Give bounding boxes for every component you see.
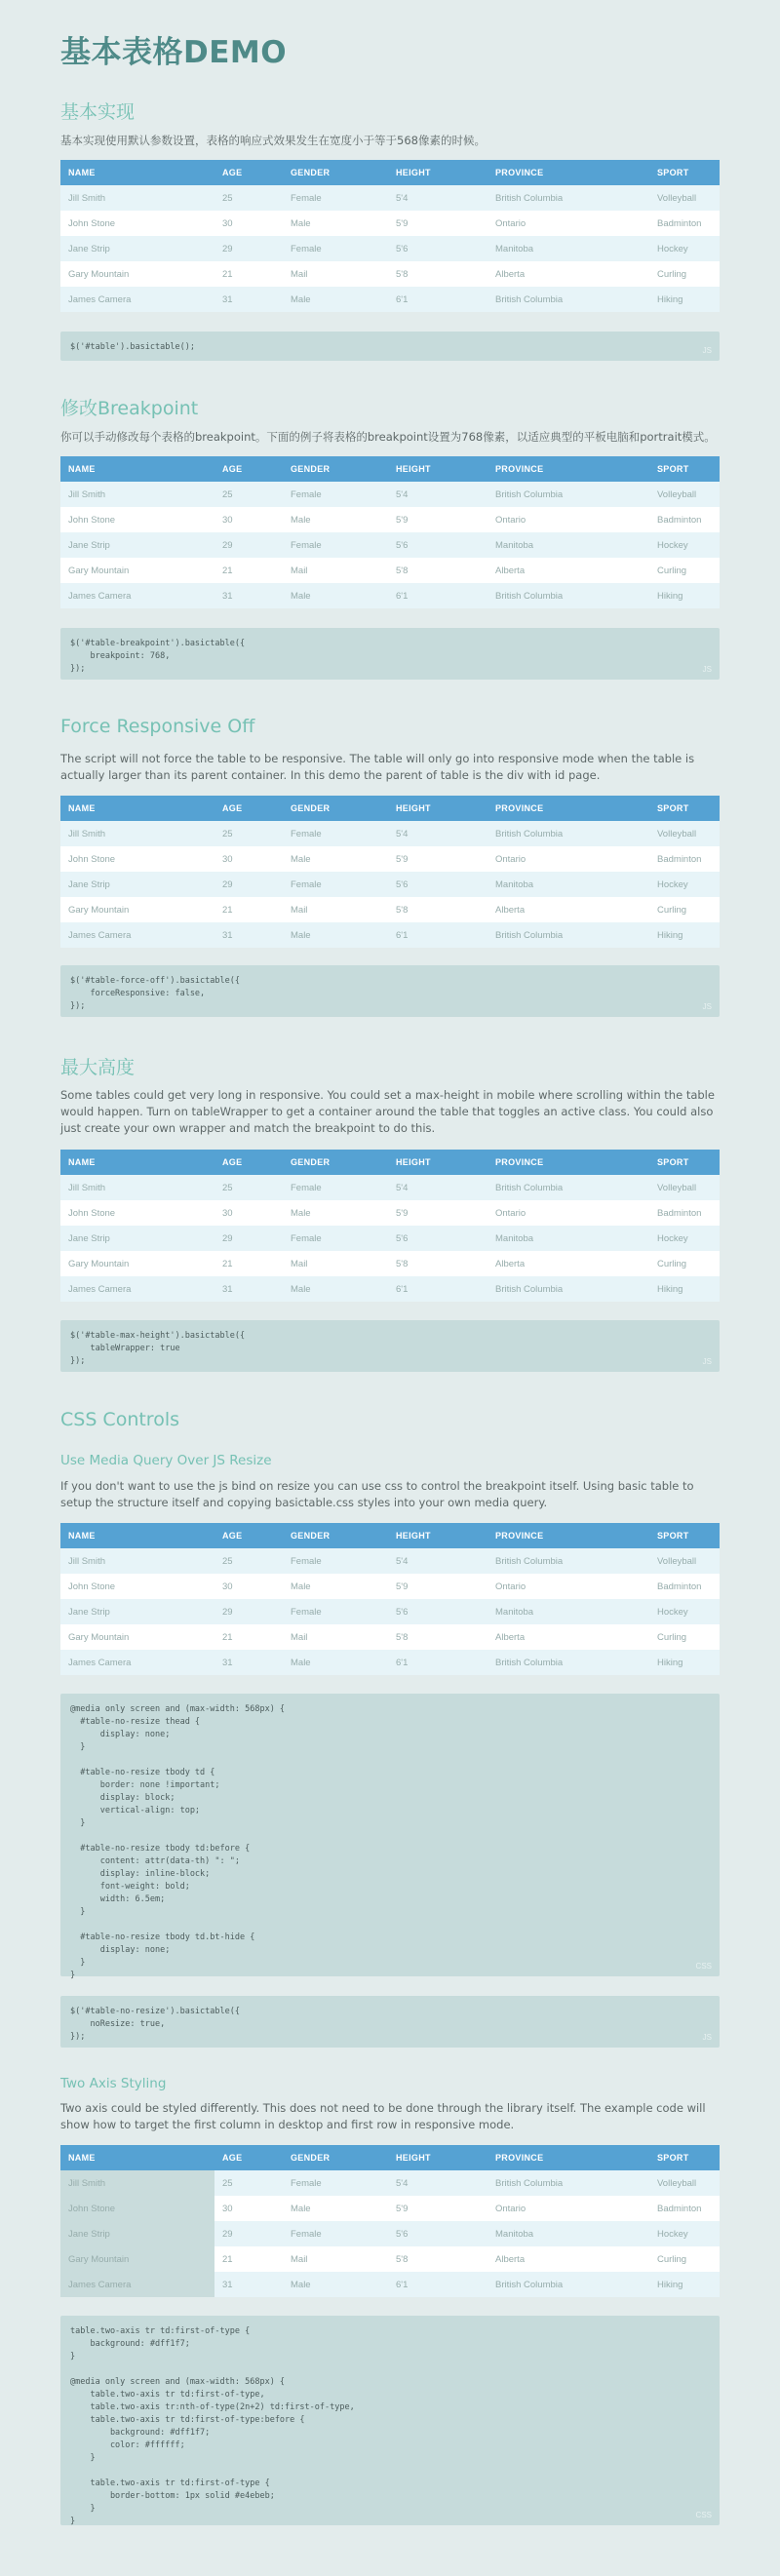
section-heading-breakpoint: 修改Breakpoint <box>60 398 199 419</box>
code-text: $('#table-breakpoint').basictable({ breakpoint: 768, }); <box>70 639 246 674</box>
table-cell: Ontario <box>488 211 649 236</box>
table-cell: 5'9 <box>388 846 488 872</box>
table-cell: Alberta <box>488 261 649 287</box>
table-cell: 30 <box>214 211 283 236</box>
table-cell: 21 <box>214 558 283 583</box>
code-block-max-height <box>60 1320 720 1372</box>
table-row <box>60 1548 720 1574</box>
table-cell: John Stone <box>60 1200 214 1226</box>
table-cell: Female <box>283 2170 388 2196</box>
table-cell: Curling <box>649 1624 720 1650</box>
table-cell: Female <box>283 821 388 846</box>
table-cell: 30 <box>214 507 283 532</box>
table-cell: 31 <box>214 287 283 312</box>
table-row <box>60 1276 720 1302</box>
code-lang-label: CSS <box>695 1962 712 1971</box>
table-cell: James Camera <box>60 1276 214 1302</box>
table-row <box>60 558 720 583</box>
table-cell: Hiking <box>649 583 720 608</box>
table-cell: British Columbia <box>488 1276 649 1302</box>
table-row <box>60 1200 720 1226</box>
table-header-row <box>60 1150 720 1175</box>
table-cell: 6'1 <box>388 2272 488 2297</box>
data-table-force <box>60 796 720 948</box>
table-row <box>60 2170 720 2196</box>
table-cell: 31 <box>214 1276 283 1302</box>
table-cell: Male <box>283 1276 388 1302</box>
section-desc-force: The script will not force the table to be responsive. The table will only go into responsive mode when the table is actually larger than its parent container. In this demo the parent of table is the div with id page. <box>60 752 695 782</box>
table-cell: Volleyball <box>649 1175 720 1200</box>
data-table-two-axis <box>60 2145 720 2297</box>
table-cell: Alberta <box>488 897 649 922</box>
table-cell: 5'4 <box>388 821 488 846</box>
subsection-heading-media-query: Use Media Query Over JS Resize <box>60 1453 272 1468</box>
table-row <box>60 507 720 532</box>
table-row <box>60 1624 720 1650</box>
table-cell: 21 <box>214 897 283 922</box>
column-header: PROVINCE <box>488 160 649 185</box>
table-row <box>60 1650 720 1675</box>
column-header: SPORT <box>649 1150 720 1175</box>
table-cell: Mail <box>283 261 388 287</box>
table-cell: Female <box>283 1226 388 1251</box>
table-cell: 29 <box>214 236 283 261</box>
table-cell: 30 <box>214 846 283 872</box>
table-cell: Gary Mountain <box>60 2246 214 2272</box>
table-cell: 25 <box>214 482 283 507</box>
table-cell: 5'9 <box>388 2196 488 2221</box>
table-cell: James Camera <box>60 1650 214 1675</box>
table-cell: Hockey <box>649 872 720 897</box>
column-header: PROVINCE <box>488 1523 649 1548</box>
table-cell: Alberta <box>488 1624 649 1650</box>
table-cell: 25 <box>214 821 283 846</box>
code-lang-label: JS <box>702 346 712 355</box>
table-cell: Jill Smith <box>60 482 214 507</box>
code-block-two-axis <box>60 2316 720 2525</box>
table-cell: 31 <box>214 2272 283 2297</box>
column-header: NAME <box>60 2145 214 2170</box>
table-cell: Volleyball <box>649 2170 720 2196</box>
table-cell: Male <box>283 1200 388 1226</box>
table-cell: 21 <box>214 1624 283 1650</box>
table-header-row <box>60 160 720 185</box>
code-block-force <box>60 965 720 1017</box>
column-header: SPORT <box>649 2145 720 2170</box>
table-cell: Curling <box>649 897 720 922</box>
code-lang-label: JS <box>702 1357 712 1366</box>
section-desc-basic: 基本实现使用默认参数设置，表格的响应式效果发生在宽度小于等于568像素的时候。 <box>60 134 486 147</box>
table-cell: 5'9 <box>388 1200 488 1226</box>
table-cell: 6'1 <box>388 1650 488 1675</box>
table-cell: Hockey <box>649 532 720 558</box>
table-cell: Female <box>283 2221 388 2246</box>
table-cell: 30 <box>214 1574 283 1599</box>
table-cell: 25 <box>214 1175 283 1200</box>
table-cell: 5'6 <box>388 1599 488 1624</box>
column-header: PROVINCE <box>488 1150 649 1175</box>
code-text: $('#table-max-height').basictable({ tableWrapper: true }); <box>70 1331 246 1366</box>
table-cell: James Camera <box>60 583 214 608</box>
column-header: SPORT <box>649 796 720 821</box>
code-lang-label: JS <box>702 665 712 674</box>
table-cell: British Columbia <box>488 2170 649 2196</box>
code-lang-label: CSS <box>695 2511 712 2519</box>
table-cell: 29 <box>214 532 283 558</box>
table-cell: 21 <box>214 1251 283 1276</box>
column-header: AGE <box>214 1150 283 1175</box>
page-title: 基本表格DEMO <box>60 35 288 70</box>
table-cell: Manitoba <box>488 1599 649 1624</box>
table-cell: 30 <box>214 1200 283 1226</box>
table-row <box>60 1226 720 1251</box>
column-header: HEIGHT <box>388 1523 488 1548</box>
table-cell: Female <box>283 236 388 261</box>
table-cell: 5'6 <box>388 1226 488 1251</box>
table-cell: Female <box>283 482 388 507</box>
table-cell: Male <box>283 846 388 872</box>
table-cell: Badminton <box>649 2196 720 2221</box>
table-cell: Jane Strip <box>60 1226 214 1251</box>
table-cell: 31 <box>214 1650 283 1675</box>
table-cell: Hiking <box>649 2272 720 2297</box>
table-row <box>60 846 720 872</box>
table-cell: Male <box>283 1574 388 1599</box>
table-cell: Jill Smith <box>60 1175 214 1200</box>
table-cell: 29 <box>214 1599 283 1624</box>
column-header: GENDER <box>283 796 388 821</box>
table-row <box>60 261 720 287</box>
table-cell: Ontario <box>488 1574 649 1599</box>
table-cell: 5'4 <box>388 185 488 211</box>
table-cell: 25 <box>214 2170 283 2196</box>
table-cell: Manitoba <box>488 236 649 261</box>
code-block-breakpoint <box>60 628 720 680</box>
table-cell: Gary Mountain <box>60 897 214 922</box>
table-cell: Jill Smith <box>60 821 214 846</box>
column-header: GENDER <box>283 160 388 185</box>
table-cell: Curling <box>649 558 720 583</box>
table-cell: 5'8 <box>388 2246 488 2272</box>
column-header: HEIGHT <box>388 456 488 482</box>
table-cell: Manitoba <box>488 532 649 558</box>
table-cell: Male <box>283 2272 388 2297</box>
section-desc-media-query: If you don't want to use the js bind on resize you can use css to control the breakpoint itself. Using basic table to setup the structure itself and copying basictable.css styles into your own media query. <box>60 1479 694 1509</box>
table-cell: Curling <box>649 1251 720 1276</box>
table-cell: Jane Strip <box>60 872 214 897</box>
column-header: PROVINCE <box>488 456 649 482</box>
column-header: PROVINCE <box>488 2145 649 2170</box>
table-row <box>60 185 720 211</box>
table-cell: James Camera <box>60 287 214 312</box>
table-cell: Badminton <box>649 1200 720 1226</box>
table-row <box>60 2196 720 2221</box>
table-cell: Female <box>283 872 388 897</box>
table-cell: 5'8 <box>388 1251 488 1276</box>
table-cell: John Stone <box>60 1574 214 1599</box>
table-cell: 5'8 <box>388 897 488 922</box>
code-lang-label: JS <box>702 1002 712 1011</box>
table-cell: Volleyball <box>649 482 720 507</box>
table-cell: Hiking <box>649 1650 720 1675</box>
column-header: PROVINCE <box>488 796 649 821</box>
code-text: @media only screen and (max-width: 568px) { #table-no-resize thead { display: none; } #table-no-resize tbody td { border: none !important; display: block; vertical-align: top; } #table-no-resize tbody td:before { content: attr(data-th) ": "; display: inline-block; font-weight: bold; width: 6.5em; } #table-no-resize tbody td.bt-hide { display: none; } } <box>70 1704 286 1980</box>
code-block-media-query-css <box>60 1694 720 1980</box>
table-cell: Hiking <box>649 922 720 948</box>
table-cell: 5'9 <box>388 211 488 236</box>
table-cell: Curling <box>649 2246 720 2272</box>
table-cell: Male <box>283 507 388 532</box>
table-cell: 30 <box>214 2196 283 2221</box>
table-row <box>60 872 720 897</box>
table-cell: Manitoba <box>488 872 649 897</box>
table-cell: 5'6 <box>388 2221 488 2246</box>
section-desc-max-height: Some tables could get very long in responsive. You could set a max-height in mobile where scrolling within the table would happen. Turn on tableWrapper to get a container around the table that toggles an active class. You could also just create your own wrapper and match the breakpoint to do this. <box>60 1088 715 1135</box>
table-cell: Curling <box>649 261 720 287</box>
table-header-row <box>60 1523 720 1548</box>
table-cell: 5'4 <box>388 1548 488 1574</box>
code-text: $('#table-no-resize').basictable({ noResize: true, }); <box>70 2007 240 2042</box>
table-cell: Ontario <box>488 2196 649 2221</box>
table-row <box>60 2272 720 2297</box>
table-cell: 31 <box>214 922 283 948</box>
table-row <box>60 236 720 261</box>
table-cell: 25 <box>214 185 283 211</box>
table-row <box>60 583 720 608</box>
column-header: GENDER <box>283 1150 388 1175</box>
column-header: GENDER <box>283 2145 388 2170</box>
table-cell: 5'9 <box>388 507 488 532</box>
column-header: HEIGHT <box>388 2145 488 2170</box>
table-cell: Ontario <box>488 507 649 532</box>
table-row <box>60 922 720 948</box>
table-cell: 6'1 <box>388 922 488 948</box>
code-text: $('#table').basictable(); <box>70 342 195 352</box>
table-cell: Gary Mountain <box>60 261 214 287</box>
table-cell: 21 <box>214 2246 283 2272</box>
section-desc-two-axis: Two axis could be styled differently. This does not need to be done through the library itself. The example code will show how to target the first column in desktop and first row in responsive mode. <box>60 2101 706 2131</box>
table-cell: 5'4 <box>388 2170 488 2196</box>
table-cell: Female <box>283 532 388 558</box>
table-cell: 6'1 <box>388 583 488 608</box>
table-cell: Female <box>283 1175 388 1200</box>
column-header: NAME <box>60 1150 214 1175</box>
table-cell: British Columbia <box>488 2272 649 2297</box>
table-cell: Volleyball <box>649 185 720 211</box>
table-row <box>60 2246 720 2272</box>
table-cell: Alberta <box>488 1251 649 1276</box>
column-header: NAME <box>60 160 214 185</box>
table-row <box>60 897 720 922</box>
table-cell: Badminton <box>649 507 720 532</box>
column-header: AGE <box>214 456 283 482</box>
table-cell: Male <box>283 922 388 948</box>
column-header: AGE <box>214 160 283 185</box>
column-header: GENDER <box>283 456 388 482</box>
table-cell: 5'8 <box>388 558 488 583</box>
table-cell: Hiking <box>649 287 720 312</box>
table-row <box>60 287 720 312</box>
table-cell: British Columbia <box>488 821 649 846</box>
table-cell: 5'9 <box>388 1574 488 1599</box>
table-row <box>60 532 720 558</box>
table-cell: 5'8 <box>388 261 488 287</box>
table-row <box>60 1599 720 1624</box>
table-cell: 6'1 <box>388 1276 488 1302</box>
column-header: NAME <box>60 796 214 821</box>
section-heading-css-controls: CSS Controls <box>60 1409 180 1430</box>
table-cell: 5'4 <box>388 1175 488 1200</box>
table-row <box>60 211 720 236</box>
table-cell: Ontario <box>488 846 649 872</box>
table-cell: British Columbia <box>488 922 649 948</box>
table-cell: 29 <box>214 2221 283 2246</box>
table-row <box>60 2221 720 2246</box>
table-cell: British Columbia <box>488 287 649 312</box>
table-cell: 5'6 <box>388 532 488 558</box>
table-header-row <box>60 456 720 482</box>
code-lang-label: JS <box>702 2033 712 2042</box>
table-cell: Jane Strip <box>60 1599 214 1624</box>
table-cell: Male <box>283 583 388 608</box>
data-table-max-height <box>60 1150 720 1302</box>
column-header: SPORT <box>649 160 720 185</box>
table-cell: Hockey <box>649 236 720 261</box>
table-cell: 5'6 <box>388 236 488 261</box>
table-header-row <box>60 2145 720 2170</box>
table-cell: Gary Mountain <box>60 1624 214 1650</box>
table-cell: Male <box>283 211 388 236</box>
code-text: table.two-axis tr td:first-of-type { background: #dff1f7; } @media only screen and (max-width: 568px) { table.two-axis tr td:first-of-type, table.two-axis tr:nth-of-type(2n+2) td:first-of-type, table.two-axis tr td:first-of-type:before { background: #dff1f7; color: #ffffff; } table.two-axis tr td:first-of-type { border-bottom: 1px solid #e4ebeb; } } <box>70 2326 355 2526</box>
table-cell: 31 <box>214 583 283 608</box>
table-cell: 5'6 <box>388 872 488 897</box>
table-cell: British Columbia <box>488 482 649 507</box>
column-header: NAME <box>60 456 214 482</box>
table-cell: Jill Smith <box>60 1548 214 1574</box>
table-cell: Male <box>283 2196 388 2221</box>
table-cell: Jane Strip <box>60 236 214 261</box>
table-cell: Mail <box>283 1251 388 1276</box>
code-block-media-query-js <box>60 1996 720 2048</box>
table-cell: British Columbia <box>488 1175 649 1200</box>
column-header: NAME <box>60 1523 214 1548</box>
table-cell: Jane Strip <box>60 532 214 558</box>
data-table-basic <box>60 160 720 312</box>
code-text: $('#table-force-off').basictable({ forceResponsive: false, }); <box>70 976 240 1011</box>
subsection-heading-two-axis: Two Axis Styling <box>60 2076 167 2091</box>
table-cell: Female <box>283 185 388 211</box>
table-cell: John Stone <box>60 846 214 872</box>
table-cell: Badminton <box>649 1574 720 1599</box>
table-cell: Mail <box>283 2246 388 2272</box>
table-cell: Badminton <box>649 211 720 236</box>
table-cell: Mail <box>283 1624 388 1650</box>
table-cell: British Columbia <box>488 583 649 608</box>
table-cell: Mail <box>283 558 388 583</box>
table-cell: Badminton <box>649 846 720 872</box>
table-cell: Manitoba <box>488 1226 649 1251</box>
table-cell: British Columbia <box>488 1548 649 1574</box>
data-table-no-resize <box>60 1523 720 1675</box>
column-header: AGE <box>214 1523 283 1548</box>
table-cell: 5'8 <box>388 1624 488 1650</box>
table-cell: Female <box>283 1548 388 1574</box>
table-cell: 25 <box>214 1548 283 1574</box>
table-cell: Manitoba <box>488 2221 649 2246</box>
table-cell: British Columbia <box>488 185 649 211</box>
table-cell: Alberta <box>488 558 649 583</box>
table-cell: Jill Smith <box>60 185 214 211</box>
table-cell: Ontario <box>488 1200 649 1226</box>
section-heading-basic: 基本实现 <box>60 101 136 123</box>
table-cell: Volleyball <box>649 821 720 846</box>
table-cell: Volleyball <box>649 1548 720 1574</box>
column-header: HEIGHT <box>388 1150 488 1175</box>
column-header: SPORT <box>649 1523 720 1548</box>
table-cell: 5'4 <box>388 482 488 507</box>
data-table-breakpoint <box>60 456 720 608</box>
table-row <box>60 821 720 846</box>
table-cell: 6'1 <box>388 287 488 312</box>
table-row <box>60 1175 720 1200</box>
table-cell: Male <box>283 287 388 312</box>
table-cell: Alberta <box>488 2246 649 2272</box>
table-cell: Hockey <box>649 1226 720 1251</box>
table-cell: Jane Strip <box>60 2221 214 2246</box>
table-header-row <box>60 796 720 821</box>
table-cell: James Camera <box>60 922 214 948</box>
column-header: HEIGHT <box>388 160 488 185</box>
table-cell: John Stone <box>60 2196 214 2221</box>
table-cell: Hiking <box>649 1276 720 1302</box>
table-cell: John Stone <box>60 211 214 236</box>
table-cell: Hockey <box>649 2221 720 2246</box>
table-cell: British Columbia <box>488 1650 649 1675</box>
table-row <box>60 1574 720 1599</box>
table-cell: 21 <box>214 261 283 287</box>
column-header: GENDER <box>283 1523 388 1548</box>
table-cell: 29 <box>214 1226 283 1251</box>
table-cell: James Camera <box>60 2272 214 2297</box>
table-cell: Mail <box>283 897 388 922</box>
table-cell: Gary Mountain <box>60 1251 214 1276</box>
column-header: HEIGHT <box>388 796 488 821</box>
table-cell: Male <box>283 1650 388 1675</box>
code-block-basic <box>60 332 720 361</box>
table-row <box>60 482 720 507</box>
table-cell: Gary Mountain <box>60 558 214 583</box>
table-cell: Jill Smith <box>60 2170 214 2196</box>
column-header: AGE <box>214 796 283 821</box>
section-heading-force: Force Responsive Off <box>60 716 255 737</box>
table-cell: Female <box>283 1599 388 1624</box>
table-cell: 29 <box>214 872 283 897</box>
table-row <box>60 1251 720 1276</box>
column-header: SPORT <box>649 456 720 482</box>
section-heading-max-height: 最大高度 <box>60 1057 136 1078</box>
table-cell: John Stone <box>60 507 214 532</box>
table-cell: Hockey <box>649 1599 720 1624</box>
column-header: AGE <box>214 2145 283 2170</box>
section-desc-breakpoint: 你可以手动修改每个表格的breakpoint。下面的例子将表格的breakpoint设置为768像素，以适应典型的平板电脑和portrait模式。 <box>60 430 716 444</box>
